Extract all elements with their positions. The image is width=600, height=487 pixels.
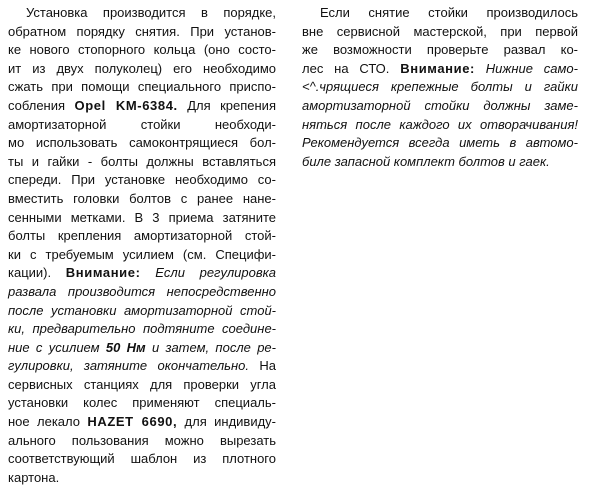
text-run: гулировки, затяните окончательно. — [8, 358, 249, 374]
text-run: ит из двух полуколец) его необходимо — [8, 60, 276, 76]
text-line — [8, 283, 276, 302]
text-run: лес на СТО. — [302, 60, 401, 76]
text-run: сенными метками. В 3 приема затяните — [8, 209, 276, 225]
text-run: и затем, после ре- — [145, 339, 276, 355]
text-run: ное лекало — [8, 414, 88, 430]
text-run: ты и гайки - болты должны вставляться — [8, 153, 276, 169]
text-line — [8, 78, 276, 97]
text-line — [8, 376, 276, 395]
text-line — [302, 4, 578, 23]
text-run: ки с требуемым усилием (см. Специфи- — [8, 246, 276, 262]
text-line — [8, 4, 276, 23]
text-line — [8, 413, 276, 432]
text-line — [302, 23, 578, 42]
text-run: Если снятие стойки производилось — [320, 5, 578, 20]
text-line — [8, 357, 276, 376]
text-run: биле запасной комплект болтов и гаек. — [302, 153, 550, 169]
text-line — [8, 394, 276, 413]
text-line — [302, 78, 578, 97]
text-run: няться после каждого их отворачивания! — [302, 116, 578, 132]
text-run: болты крепления амортизаторной стой- — [8, 228, 276, 244]
text-line — [8, 23, 276, 42]
text-line — [8, 264, 276, 283]
text-line — [8, 60, 276, 79]
text-run: <^.чрящиеся крепежные болты и гайки — [302, 79, 578, 95]
text-line — [8, 246, 276, 265]
text-line — [302, 116, 578, 135]
text-run: развала производится непосредственно — [8, 283, 276, 299]
text-line — [302, 97, 578, 116]
text-line — [8, 339, 276, 358]
text-run: амортизаторной стойки необходи- — [8, 116, 276, 132]
text-line — [8, 153, 276, 172]
right-text-column — [302, 4, 578, 171]
text-run: HAZET 6690, — [87, 414, 178, 430]
text-line — [8, 116, 276, 135]
text-run: Внимание: — [400, 60, 475, 76]
text-run: Рекомендуется всегда иметь в автомо- — [302, 135, 578, 151]
text-run: спереди. При установке необходимо со- — [8, 172, 276, 188]
text-line — [8, 97, 276, 116]
text-run: Если регулировка — [140, 265, 276, 281]
text-line — [8, 190, 276, 209]
text-line — [302, 153, 578, 172]
text-run: 50 Нм — [105, 339, 146, 355]
text-run: установки колес применяют специаль- — [8, 395, 276, 411]
text-run: ке нового стопорного кольца (оно состо- — [8, 42, 276, 58]
text-run: кации). — [8, 265, 66, 281]
text-run: мо использовать самоконтрящиеся бол- — [8, 135, 276, 151]
text-run: после установки амортизаторной стой- — [8, 302, 276, 318]
text-line — [8, 227, 276, 246]
text-run: обратном порядку снятия. При установ- — [8, 23, 276, 39]
text-line — [302, 134, 578, 153]
text-line — [8, 450, 276, 469]
text-run: На — [249, 358, 276, 374]
text-line — [8, 171, 276, 190]
text-run: соответствующий шаблон из плотного — [8, 451, 276, 467]
text-line — [302, 60, 578, 79]
text-run: ние с усилием — [8, 339, 106, 355]
text-run: Opel KM-6384. — [74, 97, 178, 113]
text-run: же возможности проверьте развал ко- — [302, 42, 578, 58]
text-run: картона. — [8, 469, 60, 485]
text-run: для индивиду- — [177, 414, 276, 430]
text-run: собления — [8, 97, 75, 113]
left-text-column — [8, 4, 276, 487]
text-run: сервисных станциях для проверки угла — [8, 376, 276, 392]
text-line — [8, 469, 276, 487]
text-line — [302, 41, 578, 60]
text-run: сжать при помощи специального приспо- — [8, 79, 276, 95]
text-run: ального пользования можно вырезать — [8, 432, 276, 448]
text-run: ки, предварительно подтяните соедине- — [8, 321, 276, 337]
text-run: Для крепения — [177, 97, 276, 113]
text-run: вне сервисной мастерской, при первой — [302, 23, 578, 39]
text-line — [8, 134, 276, 153]
text-line — [8, 320, 276, 339]
text-run: Установка производится в порядке, — [26, 5, 276, 20]
text-line — [8, 209, 276, 228]
text-line — [8, 302, 276, 321]
text-run: Нижние само- — [474, 60, 578, 76]
text-run: Внимание: — [65, 265, 141, 281]
text-run: амортизаторной стойки должны заме- — [302, 97, 578, 113]
text-run: вместить головки болтов с ранее нане- — [8, 190, 276, 206]
text-line — [8, 432, 276, 451]
text-line — [8, 41, 276, 60]
